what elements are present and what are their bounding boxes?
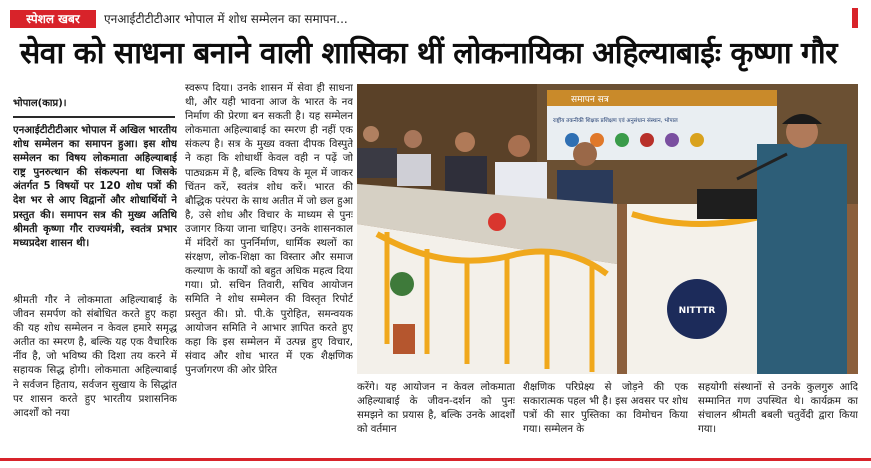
lead-divider xyxy=(13,116,175,118)
screen-line: राष्ट्रीय तकनीकी शिक्षक प्रशिक्षण एवं अनुसंधान संस्थान, भोपाल xyxy=(553,118,678,124)
person-head xyxy=(404,130,422,148)
podium-logo-text: NITTTR xyxy=(678,306,716,316)
kicker-text: एनआईटीटीटीआर भोपाल में शोध सम्मेलन का समापन... xyxy=(104,12,348,26)
woman-speaker xyxy=(757,144,847,374)
person-speaker-2 xyxy=(397,154,431,186)
person-head xyxy=(363,126,379,142)
event-photo-illustration xyxy=(357,84,858,374)
flower-bouquet xyxy=(488,213,506,231)
headline: सेवा को साधना बनाने वाली शासिका थीं लोकनायिका अहिल्याबाईः कृष्णा गौर xyxy=(20,36,837,71)
accent-bar xyxy=(852,8,858,28)
photo-caption-col-3: सहयोगी संस्थानों से उनके कुलगुरु आदि सम्मानित गण उपस्थित थे। कार्यक्रम का संचालन श्रीमती बबली चतुर्वेदी द्वारा किया गया। xyxy=(698,382,858,436)
screen-logo xyxy=(665,133,679,147)
section-badge: स्पेशल खबर xyxy=(10,10,96,28)
bottom-rule xyxy=(0,458,871,461)
person-head xyxy=(455,132,475,152)
person-head xyxy=(573,142,597,166)
potted-plant xyxy=(390,272,414,296)
screen-logo xyxy=(690,133,704,147)
screen-logo xyxy=(615,133,629,147)
screen-logo xyxy=(565,133,579,147)
lead-paragraph: एनआईटीटीटीआर भोपाल में अखिल भारतीय शोध सम्मेलन का समापन हुआ। इस शोध सम्मेलन का विषय लोकमाता अहिल्याबाई राष्ट्र पुनरुत्थान की संकल्पना था जिसके अंतर्गत 5 विषयों पर 120 शोध पत्रों की देश भर से आए विद्वानों और शोधार्थियों ने प्रस्तुत की। समापन सत्र की मुख्य अतिथि श्रीमती कृष्णा गौर राज्यमंत्री, स्वतंत्र प्रभार मध्यप्रदेश शासन थी। xyxy=(13,125,177,249)
podium-laptop xyxy=(697,189,767,219)
column-2-body: स्वरूप दिया। उनके शासन में सेवा ही साधना थी, और यही भावना आज के भारत के नव निर्माण की प्रेरणा बन सकती है। यह सम्मेलन लोकमाता अहिल्याबाई का स्मरण ही नहीं एक संकल्प है। सत्र के मुख्य वक्ता दीपक विस्पुते ने कहा कि शोधार्थी केवल वही न पढ़ें जो पाठ्यक्रम में है, बल्कि विषय के मूल में जाकर चिंतन करें, स्वतंत्र शोध करें। भारत की बौद्धिक परंपरा के साथ अतीत में जो छल हुआ है, उसे शोध और विचार के माध्यम से पुनः उजागर किया जाना चाहिए। उनके शासनकाल में मंदिरों का पुनर्निर्माण, धार्मिक स्थलों का संरक्षण, लोक-शिक्षा का विस्तार और समाज कल्याण के कार्यों को बहुत अधिक महत्व दिया गया। प्रो. सचिन तिवारी, सचिव आयोजन समिति ने शोध सम्मेलन की विस्तृत रिपोर्ट प्रस्तुत की। प्रो. पी.के पुरोहित, समन्वयक आयोजन समिति ने आभार ज्ञापित करते हुए कहा कि इस सम्मेलन में उत्पन्न हुए विचार, संवाद और शोध भारत में एक शैक्षणिक पुनर्जागरण की ओर प्रेरित xyxy=(185,83,353,376)
plant-pot xyxy=(393,324,415,354)
person-speaker-3 xyxy=(445,156,487,194)
person-head xyxy=(508,135,530,157)
column-1-body: श्रीमती गौर ने लोकमाता अहिल्याबाई के जीवन समर्पण को संबोधित करते हुए कहा की यह शोध सम्मेलन न केवल हमारे समृद्ध अतीत का स्मरण है, बल्कि यह एक वैचारिक नींव है, जो भविष्य की दिशा तय करने में सहायक सिद्ध होगी। लोकमाता अहिल्याबाई ने सर्वजन हिताय, सर्वजन सुखाय के सिद्धांत पर शासन करते हुए भारतीय प्रशासनिक आदर्शों को नया xyxy=(13,295,177,419)
person-speaker-1 xyxy=(357,148,397,178)
screen-title: समापन सत्र xyxy=(571,95,609,105)
dateline: भोपाल(काप्र)। xyxy=(13,98,67,109)
screen-logo xyxy=(640,133,654,147)
photo-caption-col-2: शैक्षणिक परिप्रेक्ष्य से जोड़ने की एक सकारात्मक पहल भी है। इस अवसर पर शोध पत्रों की सार पुस्तिका का विमोचन किया गया। सम्मेलन के xyxy=(523,382,688,436)
photo-caption-col-1: करेंगे। यह आयोजन न केवल लोकमाता अहिल्याबाई के जीवन-दर्शन को पुनः समझने का प्रयास है, बल्कि उनके आदर्शों को वर्तमान xyxy=(357,382,515,436)
event-photo xyxy=(357,84,858,374)
